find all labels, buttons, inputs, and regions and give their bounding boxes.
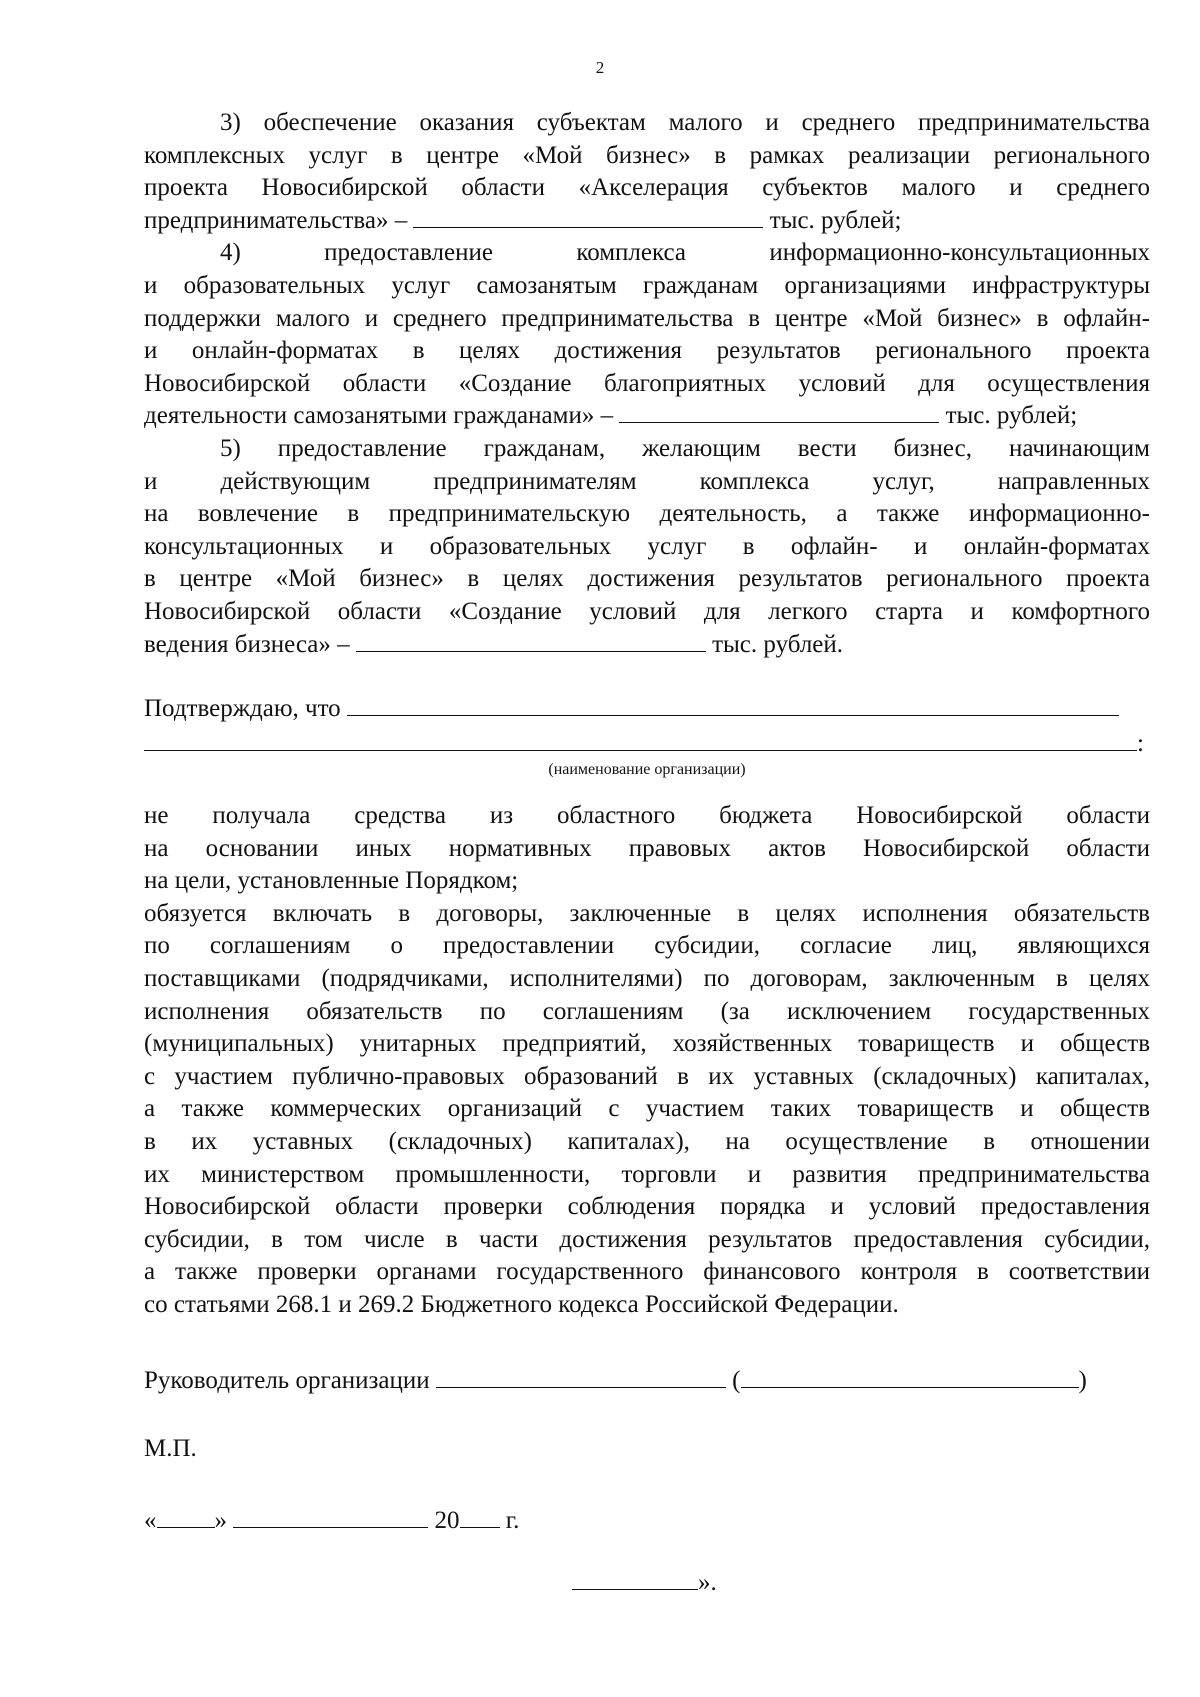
items-block (144, 107, 1150, 661)
item-4-line: Новосибирской области «Создание благоприятных условий для осуществления (144, 369, 1150, 397)
item-4-line: и образовательных услуг самозанятым гражданам организациями инфраструктуры (144, 271, 1150, 299)
item-3-line: комплексных услуг в центре «Мой бизнес» в рамках реализации регионального (144, 141, 1150, 169)
item-3-amount-field[interactable] (413, 206, 763, 228)
closing-mark: ». (698, 1569, 717, 1596)
item-3-line: 3) обеспечение оказания субъектам малого и среднего предпринимательства (220, 109, 1150, 136)
date-line (144, 1505, 519, 1537)
body-line: на цели, установленные Порядком; (144, 867, 519, 895)
confirm-line-2 (144, 728, 1144, 760)
body-line: Новосибирской области проверки соблюдения порядка и условий предоставления (144, 1193, 1150, 1221)
body-line: не получала средства из областного бюджета Новосибирской области (144, 802, 1150, 829)
item-5-line: консультационных и образовательных услуг в офлайн- и онлайн-форматах (144, 532, 1150, 560)
body-line: исполнения обязательств по соглашениям (за исключением государственных (144, 997, 1150, 1025)
item-5-line: Новосибирской области «Создание условий для легкого старта и комфортного (144, 597, 1150, 625)
body-line: в их уставных (складочных) капиталах), на осуществление в отношении (144, 1127, 1150, 1155)
item-4-line: 4) предоставление комплекса информационно-консультационных (220, 239, 1150, 267)
body-line: по соглашениям о предоставлении субсидии, согласие лиц, являющихся (144, 932, 1150, 960)
body-line: субсидии, в том числе в части достижения результатов предоставления субсидии, (144, 1225, 1150, 1253)
date-year-prefix: 20 (434, 1507, 460, 1534)
signature-open-paren: ( (732, 1367, 741, 1394)
body-line: а также коммерческих организаций с участием таких товариществ и обществ (144, 1095, 1150, 1123)
signature-label: Руководитель организации (144, 1367, 430, 1394)
date-year-field[interactable] (460, 1506, 500, 1528)
body-line: с участием публично-правовых образований в их уставных (складочных) капиталах, (144, 1062, 1150, 1090)
item-3-amount-unit: тыс. рублей; (769, 206, 902, 234)
item-4-amount-field[interactable] (619, 401, 939, 423)
item-3 (144, 107, 1150, 237)
body-line: на основании иных нормативных правовых актов Новосибирской области (144, 834, 1150, 862)
item-5-line: на вовлечение в предпринимательскую деятельность, а также информационно- (144, 500, 1150, 528)
item-3-amount-line (144, 205, 1150, 238)
organization-name-field[interactable] (347, 694, 1119, 716)
date-month-field[interactable] (233, 1506, 428, 1528)
date-open-quote: « (144, 1507, 157, 1534)
signature-name-field[interactable] (741, 1366, 1079, 1388)
closing-line (572, 1567, 717, 1599)
organization-name-field-2[interactable] (144, 729, 1137, 751)
item-4-line: поддержки малого и среднего предпринимательства в центре «Мой бизнес» в офлайн- (144, 304, 1150, 332)
item-4-line: и онлайн-форматах в целях достижения результатов регионального проекта (144, 337, 1150, 365)
signature-field[interactable] (436, 1366, 726, 1388)
item-5 (144, 433, 1150, 661)
item-5-amount-label: ведения бизнеса» – (144, 630, 350, 658)
confirm-label: Подтверждаю, что (144, 695, 341, 722)
closing-field[interactable] (572, 1568, 698, 1590)
signature-close-paren: ) (1078, 1367, 1087, 1394)
body-line: их министерством промышленности, торговли и развития предпринимательства (144, 1160, 1150, 1188)
item-5-line: в центре «Мой бизнес» в целях достижения результатов регионального проекта (144, 565, 1150, 593)
item-4-amount-unit: тыс. рублей; (945, 402, 1078, 430)
item-5-line: 5) предоставление гражданам, желающим вести бизнес, начинающим (220, 434, 1150, 462)
item-4 (144, 237, 1150, 433)
date-close-quote: » (214, 1507, 227, 1534)
confirm-line (144, 693, 1119, 725)
item-5-amount-line (144, 629, 1150, 662)
body-line: обязуется включать в договоры, заключенные в целях исполнения обязательств (144, 899, 1150, 927)
date-day-field[interactable] (157, 1506, 215, 1528)
item-3-amount-label: предпринимательства» – (144, 206, 408, 234)
body-line: а также проверки органами государственного финансового контроля в соответствии (144, 1258, 1150, 1286)
confirmation-body (144, 800, 1150, 1322)
body-line: поставщиками (подрядчиками, исполнителями) по договорам, заключенным в целях (144, 964, 1150, 992)
item-4-amount-label: деятельности самозанятыми гражданами» – (144, 402, 614, 430)
page-number: 2 (595, 58, 605, 77)
item-5-amount-unit: тыс. рублей. (712, 630, 844, 658)
body-line: со статьями 268.1 и 269.2 Бюджетного кодекса Российской Федерации. (144, 1290, 899, 1318)
stamp-mark: М.П. (144, 1435, 197, 1462)
confirm-colon: : (1137, 730, 1144, 757)
item-3-line: проекта Новосибирской области «Акселерация субъектов малого и среднего (144, 174, 1150, 202)
organization-name-caption: (наименование организации) (548, 761, 746, 778)
signature-line (144, 1365, 1087, 1397)
body-line: (муниципальных) унитарных предприятий, хозяйственных товариществ и обществ (144, 1030, 1150, 1058)
item-5-line: и действующим предпринимателям комплекса услуг, направленных (144, 467, 1150, 495)
item-5-amount-field[interactable] (356, 630, 706, 652)
item-4-amount-line (144, 400, 1150, 433)
date-year-suffix: г. (505, 1507, 520, 1534)
